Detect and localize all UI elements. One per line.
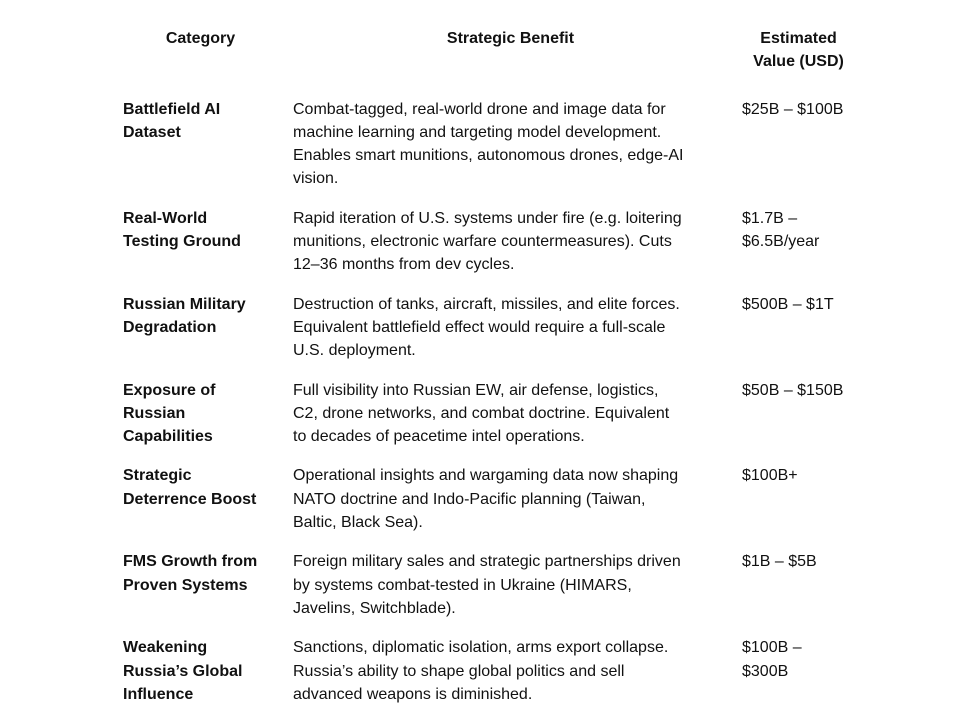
value-cell-line: $300B [742,662,789,680]
benefit-cell-line: by systems combat-tested in Ukraine (HIMARS, [293,576,632,594]
category-cell-line: Influence [123,685,194,703]
benefit-cell-line: Russia’s ability to shape global politics and sell [293,662,625,680]
category-cell-line: Exposure of [123,381,216,399]
value-cell [735,379,875,449]
category-cell-line: Russia’s Global [123,662,243,680]
category-cell-line: Testing Ground [123,233,241,251]
benefit-cell-line: Combat-tagged, real-world drone and image data for [293,100,666,118]
category-cell-line: Battlefield AI [123,100,221,118]
value-cell [735,550,875,620]
category-cell [115,636,286,706]
value-cell [735,207,875,277]
category-cell-line: Strategic [123,467,192,485]
header-category: Category [165,30,236,47]
benefit-cell-line: Operational insights and wargaming data now shaping [293,467,679,485]
value-cell-line: $6.5B/year [742,233,820,251]
benefit-cell-line: Sanctions, diplomatic isolation, arms export collapse. [293,639,669,657]
benefit-cell [286,550,735,620]
category-cell [115,550,286,620]
category-cell-line: Proven Systems [123,576,248,594]
value-cell-line: $25B – $100B [742,100,844,118]
table-row [115,207,875,277]
strategic-benefits-table [115,27,875,722]
value-cell-line: $500B – $1T [742,295,834,313]
table-row [115,98,875,191]
benefit-cell-line: Baltic, Black Sea). [293,514,423,532]
header-value-line: Estimated [760,30,837,47]
category-cell-line: FMS Growth from [123,553,258,571]
table-body [115,98,875,707]
value-cell-line: $100B – [742,639,802,657]
table-row [115,550,875,620]
benefit-cell [286,207,735,277]
benefit-cell-line: NATO doctrine and Indo-Pacific planning (Taiwan, [293,490,646,508]
benefit-cell-line: Enables smart munitions, autonomous drones, edge-AI [293,147,684,165]
table-row [115,379,875,449]
category-cell-line: Russian [123,404,186,422]
header-strategic-benefit: Strategic Benefit [446,30,575,47]
benefit-cell-line: Destruction of tanks, aircraft, missiles, and elite forces. [293,295,680,313]
value-cell-line: $100B+ [742,467,798,485]
benefit-cell [286,98,735,191]
value-cell [735,293,875,363]
benefit-cell-line: Full visibility into Russian EW, air defense, logistics, [293,381,659,399]
benefit-cell-line: to decades of peacetime intel operations. [293,428,585,446]
benefit-cell-line: C2, drone networks, and combat doctrine. Equivalent [293,404,670,422]
category-cell [115,207,286,277]
value-cell-line: $1B – $5B [742,553,817,571]
category-cell [115,464,286,534]
benefit-cell [286,293,735,363]
value-cell-line: $50B – $150B [742,381,844,399]
benefit-cell-line: 12–36 months from dev cycles. [293,256,515,274]
benefit-cell-line: machine learning and targeting model development. [293,123,662,141]
benefit-cell [286,636,735,706]
header-value-line: Value (USD) [753,53,844,71]
benefit-cell-line: Javelins, Switchblade). [293,599,456,617]
benefit-cell-line: U.S. deployment. [293,342,416,360]
table-row [115,636,875,706]
benefit-cell-line: Equivalent battlefield effect would require a full-scale [293,318,666,336]
benefit-cell-line: Foreign military sales and strategic partnerships driven [293,553,681,571]
category-cell [115,379,286,449]
table-header [115,27,875,74]
value-cell [735,636,875,706]
category-cell-line: Deterrence Boost [123,490,257,508]
benefit-cell [286,464,735,534]
category-cell-line: Degradation [123,318,217,336]
value-cell-line: $1.7B – [742,209,798,227]
benefit-cell-line: munitions, electronic warfare countermeasures). Cuts [293,233,672,251]
header-estimated-value [735,27,862,74]
category-cell [115,98,286,191]
benefit-cell-line: vision. [293,170,339,188]
category-cell-line: Capabilities [123,428,213,446]
category-cell [115,293,286,363]
table-row [115,464,875,534]
category-cell-line: Weakening [123,639,208,657]
benefit-cell-line: advanced weapons is diminished. [293,685,533,703]
benefit-cell-line: Rapid iteration of U.S. systems under fire (e.g. loitering [293,209,682,227]
value-cell [735,464,875,534]
category-cell-line: Real-World [123,209,208,227]
category-cell-line: Dataset [123,123,181,141]
value-cell [735,98,875,191]
category-cell-line: Russian Military [123,295,246,313]
table-row [115,293,875,363]
benefit-cell [286,379,735,449]
